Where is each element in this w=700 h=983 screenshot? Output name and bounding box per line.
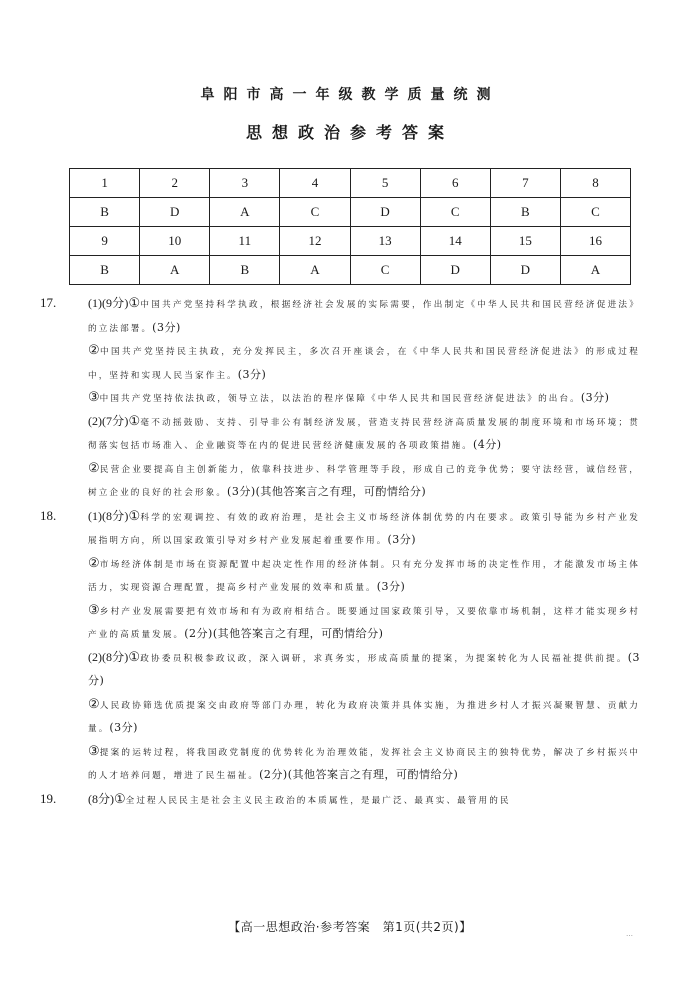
page-footer: 【高一思想政治·参考答案 第1页(共2页)】 — [228, 920, 472, 934]
q17-part1-point1 — [40, 292, 640, 340]
point-text: 科学的宏观调控、有效的政府治理，是社会主义市场经济体制优势的内在要求。政策引导能为乡村产业发展指明方向，所以国家政策引导对乡村产业发展起着重要作用。 — [88, 512, 640, 546]
subquestion-heading: (2)(8分) — [88, 649, 129, 664]
question-number: 19. — [40, 790, 57, 806]
point-marker: ② — [88, 555, 100, 571]
corner-mark: … — [626, 930, 633, 938]
point-marker: ① — [128, 413, 141, 429]
point-marker: ① — [114, 791, 126, 807]
score-note: (3分) — [237, 367, 267, 381]
point-marker: ③ — [88, 390, 100, 405]
point-marker: ② — [88, 460, 100, 476]
answer-key-title: 思想政治参考答案 — [245, 123, 454, 142]
score-note: (3分) — [88, 650, 640, 687]
score-note: (3分) — [580, 391, 610, 404]
q18-part2-point1 — [40, 647, 640, 694]
exam-title: 阜阳市高一年级教学质量统测 — [200, 87, 500, 103]
table-row — [70, 198, 631, 227]
answer-cell: A — [210, 198, 280, 227]
question-number-cell: 14 — [420, 227, 490, 256]
q17-part1-point3 — [40, 387, 640, 411]
q19-point1 — [40, 788, 640, 813]
table-row — [70, 227, 631, 256]
answer-cell: C — [280, 198, 350, 227]
point-text: 政协委员积极参政议政，深入调研，求真务实，形成高质量的提案，为提案转化为人民福祉提供前提。 — [140, 653, 628, 664]
point-text: 中国共产党坚持科学执政，根据经济社会发展的实际需要，作出制定《中华人民共和国民营经济促进法》的立法部署。 — [88, 300, 640, 334]
answer-cell: D — [140, 198, 210, 227]
q18-part1-point3 — [40, 600, 640, 647]
score-note: (3分) — [376, 580, 406, 593]
point-marker: ② — [88, 343, 100, 358]
score-note: (3分) — [387, 533, 417, 546]
point-text: 中国共产党坚持民主执政，充分发挥民主，多次召开座谈会，在《中华人民共和国民营经济促进法》的形成过程中，坚持和实现人民当家作主。 — [88, 347, 641, 381]
subquestion-heading: (1)(9分) — [88, 296, 129, 310]
question-number-cell: 10 — [140, 227, 210, 256]
score-note: (3分) — [152, 320, 181, 334]
question-number-cell: 5 — [350, 169, 420, 198]
point-marker: ③ — [88, 743, 100, 759]
q17-part2-point1 — [40, 411, 640, 458]
subquestion-heading: (8分) — [88, 791, 114, 806]
table-row — [70, 169, 631, 198]
question-number-cell: 15 — [490, 227, 560, 256]
point-text: 市场经济体制是市场在资源配置中起决定性作用的经济体制。只有充分发挥市场的决定性作用，才能激发市场主体活力，实现资源合理配置，提高乡村产业发展的效率和质量。 — [88, 559, 640, 593]
answer-cell: B — [490, 198, 560, 227]
answer-cell: B — [70, 198, 140, 227]
question-number-cell: 6 — [420, 169, 490, 198]
q18-part2-point3 — [40, 741, 640, 788]
answer-cell: C — [420, 198, 490, 227]
q17-part2-point2 — [40, 458, 640, 505]
score-note: (3分) — [109, 721, 138, 734]
answer-cell: B — [70, 256, 140, 285]
point-marker: ① — [128, 649, 141, 665]
answer-explanations — [40, 292, 640, 812]
score-note: (2分)(其他答案言之有理，可酌情给分) — [259, 768, 459, 781]
point-marker: ① — [128, 508, 141, 524]
point-text: 中国共产党坚持依法执政，领导立法，以法治的程序保障《中华人民共和国民营经济促进法》的出台。 — [99, 394, 581, 404]
answer-cell: D — [490, 256, 560, 285]
question-number-cell: 1 — [70, 169, 140, 198]
question-number-cell: 2 — [140, 169, 210, 198]
question-number-cell: 3 — [210, 169, 280, 198]
multiple-choice-answer-table — [69, 168, 631, 285]
answer-cell: A — [140, 256, 210, 285]
answer-cell: A — [560, 256, 630, 285]
subquestion-heading: (2)(7分) — [88, 413, 129, 428]
point-marker: ③ — [88, 602, 100, 618]
answer-cell: A — [280, 256, 350, 285]
answer-cell: D — [420, 256, 490, 285]
question-number: 17. — [40, 295, 57, 310]
subquestion-heading: (1)(8分) — [88, 508, 129, 523]
q18-part1-point1 — [40, 505, 640, 553]
question-number-cell: 11 — [210, 227, 280, 256]
point-text: 乡村产业发展需要把有效市场和有为政府相结合。既要通过国家政策引导，又要依靠市场机制，这样才能实现乡村产业的高质量发展。 — [88, 606, 640, 640]
question-number-cell: 16 — [560, 227, 630, 256]
answer-cell: B — [210, 256, 280, 285]
question-number: 18. — [40, 507, 57, 523]
score-note: (4分) — [472, 438, 502, 451]
point-text: 提案的运转过程，将我国政党制度的优势转化为治理效能，发挥社会主义协商民主的独特优势，解决了乡村振兴中的人才培养问题，增进了民生福祉。 — [88, 747, 640, 781]
question-number-cell: 13 — [350, 227, 420, 256]
score-note: (2分)(其他答案言之有理，可酌情给分) — [184, 627, 384, 640]
point-text: 毫不动摇鼓励、支持、引导非公有制经济发展，营造支持民营经济高质量发展的制度环境和市场环境；贯彻落实包括市场准入、企业融资等在内的促进民营经济健康发展的各项政策措施。 — [88, 417, 640, 451]
question-number-cell: 12 — [280, 227, 350, 256]
score-note: (3分)(其他答案言之有理，可酌情给分) — [227, 485, 427, 498]
point-text: 民营企业要提高自主创新能力，依靠科技进步、科学管理等手段，形成自己的竞争优势；要守法经营，诚信经营，树立企业的良好的社会形象。 — [88, 464, 640, 498]
answer-cell: C — [350, 256, 420, 285]
q17-part1-point2 — [40, 340, 640, 387]
answer-cell: D — [350, 198, 420, 227]
question-number-cell: 4 — [280, 169, 350, 198]
answer-cell: C — [560, 198, 630, 227]
q18-part2-point2 — [40, 694, 640, 741]
question-number-cell: 8 — [560, 169, 630, 198]
table-row — [70, 256, 631, 285]
point-text: 全过程人民民主是社会主义民主政治的本质属性，是最广泛、最真实、最管用的民 — [125, 795, 511, 806]
point-marker: ② — [88, 696, 100, 712]
point-text: 人民政协筛选优质提案交由政府等部门办理，转化为政府决策并具体实施，为推进乡村人才振兴凝聚智慧、贡献力量。 — [88, 700, 640, 734]
q18-part1-point2 — [40, 553, 640, 600]
point-marker: ① — [128, 296, 141, 311]
question-number-cell: 7 — [490, 169, 560, 198]
question-number-cell: 9 — [70, 227, 140, 256]
